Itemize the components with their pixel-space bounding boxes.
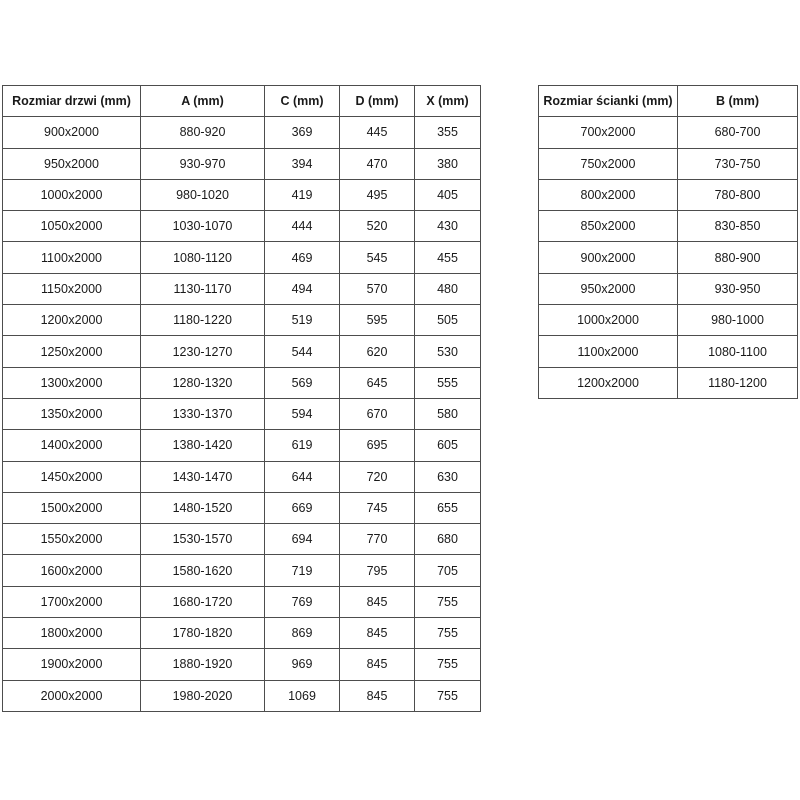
table-row xyxy=(539,336,798,367)
table-cell: 830-850 xyxy=(678,211,798,242)
table-cell: 655 xyxy=(415,492,481,523)
table-row xyxy=(3,117,481,148)
table-row xyxy=(3,430,481,461)
walls-size-table xyxy=(538,85,798,399)
table-cell: 1330-1370 xyxy=(141,398,265,429)
table-cell: 1980-2020 xyxy=(141,680,265,711)
table-cell: 469 xyxy=(265,242,340,273)
table-cell: 1550x2000 xyxy=(3,524,141,555)
table-cell: 1080-1120 xyxy=(141,242,265,273)
table-cell: 669 xyxy=(265,492,340,523)
table-cell: 694 xyxy=(265,524,340,555)
table-row xyxy=(3,211,481,242)
table-cell: 619 xyxy=(265,430,340,461)
table-cell: 745 xyxy=(340,492,415,523)
table-cell: 769 xyxy=(265,586,340,617)
table-cell: 900x2000 xyxy=(539,242,678,273)
doors-table-body xyxy=(3,117,481,712)
table-cell: 900x2000 xyxy=(3,117,141,148)
table-row xyxy=(3,273,481,304)
table-cell: 455 xyxy=(415,242,481,273)
table-cell: 495 xyxy=(340,179,415,210)
header-cell-b: B (mm) xyxy=(678,86,798,117)
table-cell: 719 xyxy=(265,555,340,586)
table-cell: 980-1020 xyxy=(141,179,265,210)
table-cell: 470 xyxy=(340,148,415,179)
table-cell: 1200x2000 xyxy=(3,305,141,336)
table-cell: 1050x2000 xyxy=(3,211,141,242)
table-cell: 780-800 xyxy=(678,179,798,210)
table-cell: 1080-1100 xyxy=(678,336,798,367)
table-cell: 1280-1320 xyxy=(141,367,265,398)
table-row xyxy=(3,398,481,429)
table-cell: 969 xyxy=(265,649,340,680)
table-cell: 519 xyxy=(265,305,340,336)
table-cell: 444 xyxy=(265,211,340,242)
table-cell: 1450x2000 xyxy=(3,461,141,492)
table-cell: 1130-1170 xyxy=(141,273,265,304)
table-cell: 545 xyxy=(340,242,415,273)
table-cell: 1200x2000 xyxy=(539,367,678,398)
table-cell: 394 xyxy=(265,148,340,179)
table-cell: 419 xyxy=(265,179,340,210)
table-cell: 1250x2000 xyxy=(3,336,141,367)
table-cell: 700x2000 xyxy=(539,117,678,148)
table-row xyxy=(3,305,481,336)
table-cell: 1500x2000 xyxy=(3,492,141,523)
table-cell: 645 xyxy=(340,367,415,398)
table-cell: 750x2000 xyxy=(539,148,678,179)
doors-table-header xyxy=(3,86,481,117)
header-cell-rozmiar-drzwi: Rozmiar drzwi (mm) xyxy=(3,86,141,117)
table-row xyxy=(539,273,798,304)
table-cell: 1180-1220 xyxy=(141,305,265,336)
header-cell-x: X (mm) xyxy=(415,86,481,117)
table-cell: 494 xyxy=(265,273,340,304)
table-row xyxy=(3,492,481,523)
table-cell: 594 xyxy=(265,398,340,429)
table-cell: 605 xyxy=(415,430,481,461)
table-cell: 355 xyxy=(415,117,481,148)
table-cell: 1380-1420 xyxy=(141,430,265,461)
table-cell: 705 xyxy=(415,555,481,586)
table-cell: 570 xyxy=(340,273,415,304)
table-row xyxy=(3,680,481,711)
table-cell: 1600x2000 xyxy=(3,555,141,586)
table-row xyxy=(539,211,798,242)
table-cell: 1150x2000 xyxy=(3,273,141,304)
table-cell: 630 xyxy=(415,461,481,492)
table-cell: 730-750 xyxy=(678,148,798,179)
table-cell: 845 xyxy=(340,618,415,649)
table-cell: 445 xyxy=(340,117,415,148)
table-row xyxy=(3,336,481,367)
table-cell: 369 xyxy=(265,117,340,148)
table-cell: 680 xyxy=(415,524,481,555)
table-cell: 405 xyxy=(415,179,481,210)
table-cell: 1000x2000 xyxy=(3,179,141,210)
table-cell: 755 xyxy=(415,586,481,617)
table-cell: 930-950 xyxy=(678,273,798,304)
table-cell: 1480-1520 xyxy=(141,492,265,523)
table-row xyxy=(3,179,481,210)
table-cell: 670 xyxy=(340,398,415,429)
table-cell: 755 xyxy=(415,680,481,711)
table-row xyxy=(539,305,798,336)
table-cell: 505 xyxy=(415,305,481,336)
table-cell: 950x2000 xyxy=(539,273,678,304)
table-cell: 1030-1070 xyxy=(141,211,265,242)
walls-table-header xyxy=(539,86,798,117)
table-row xyxy=(3,586,481,617)
table-cell: 1700x2000 xyxy=(3,586,141,617)
table-cell: 1300x2000 xyxy=(3,367,141,398)
table-row xyxy=(3,649,481,680)
table-cell: 770 xyxy=(340,524,415,555)
table-cell: 480 xyxy=(415,273,481,304)
table-cell: 2000x2000 xyxy=(3,680,141,711)
table-cell: 755 xyxy=(415,649,481,680)
walls-table-body xyxy=(539,117,798,399)
table-cell: 880-920 xyxy=(141,117,265,148)
table-cell: 1100x2000 xyxy=(539,336,678,367)
table-row xyxy=(539,367,798,398)
table-cell: 845 xyxy=(340,586,415,617)
table-cell: 930-970 xyxy=(141,148,265,179)
table-cell: 720 xyxy=(340,461,415,492)
table-cell: 680-700 xyxy=(678,117,798,148)
table-cell: 430 xyxy=(415,211,481,242)
header-row xyxy=(3,86,481,117)
table-cell: 845 xyxy=(340,649,415,680)
table-cell: 620 xyxy=(340,336,415,367)
table-cell: 950x2000 xyxy=(3,148,141,179)
table-row xyxy=(3,555,481,586)
table-row xyxy=(3,242,481,273)
table-cell: 1530-1570 xyxy=(141,524,265,555)
table-cell: 795 xyxy=(340,555,415,586)
header-cell-a: A (mm) xyxy=(141,86,265,117)
table-cell: 544 xyxy=(265,336,340,367)
table-cell: 880-900 xyxy=(678,242,798,273)
table-row xyxy=(3,524,481,555)
table-cell: 520 xyxy=(340,211,415,242)
table-cell: 555 xyxy=(415,367,481,398)
doors-size-table xyxy=(2,85,481,712)
table-cell: 1000x2000 xyxy=(539,305,678,336)
header-cell-d: D (mm) xyxy=(340,86,415,117)
table-cell: 800x2000 xyxy=(539,179,678,210)
table-cell: 1900x2000 xyxy=(3,649,141,680)
table-row xyxy=(539,179,798,210)
table-row xyxy=(539,242,798,273)
table-cell: 1780-1820 xyxy=(141,618,265,649)
table-cell: 1880-1920 xyxy=(141,649,265,680)
table-cell: 644 xyxy=(265,461,340,492)
table-cell: 569 xyxy=(265,367,340,398)
table-cell: 1100x2000 xyxy=(3,242,141,273)
table-cell: 1230-1270 xyxy=(141,336,265,367)
table-cell: 1069 xyxy=(265,680,340,711)
table-cell: 1580-1620 xyxy=(141,555,265,586)
table-row xyxy=(3,367,481,398)
table-cell: 695 xyxy=(340,430,415,461)
table-row xyxy=(3,618,481,649)
table-cell: 869 xyxy=(265,618,340,649)
header-cell-rozmiar-scianki: Rozmiar ścianki (mm) xyxy=(539,86,678,117)
table-cell: 530 xyxy=(415,336,481,367)
table-cell: 1680-1720 xyxy=(141,586,265,617)
table-cell: 380 xyxy=(415,148,481,179)
table-cell: 1350x2000 xyxy=(3,398,141,429)
table-cell: 1430-1470 xyxy=(141,461,265,492)
table-cell: 1400x2000 xyxy=(3,430,141,461)
table-cell: 850x2000 xyxy=(539,211,678,242)
header-row xyxy=(539,86,798,117)
table-cell: 755 xyxy=(415,618,481,649)
table-row xyxy=(3,148,481,179)
table-cell: 980-1000 xyxy=(678,305,798,336)
table-row xyxy=(539,117,798,148)
table-cell: 845 xyxy=(340,680,415,711)
table-cell: 1800x2000 xyxy=(3,618,141,649)
table-row xyxy=(539,148,798,179)
table-row xyxy=(3,461,481,492)
table-cell: 580 xyxy=(415,398,481,429)
table-cell: 595 xyxy=(340,305,415,336)
header-cell-c: C (mm) xyxy=(265,86,340,117)
table-cell: 1180-1200 xyxy=(678,367,798,398)
